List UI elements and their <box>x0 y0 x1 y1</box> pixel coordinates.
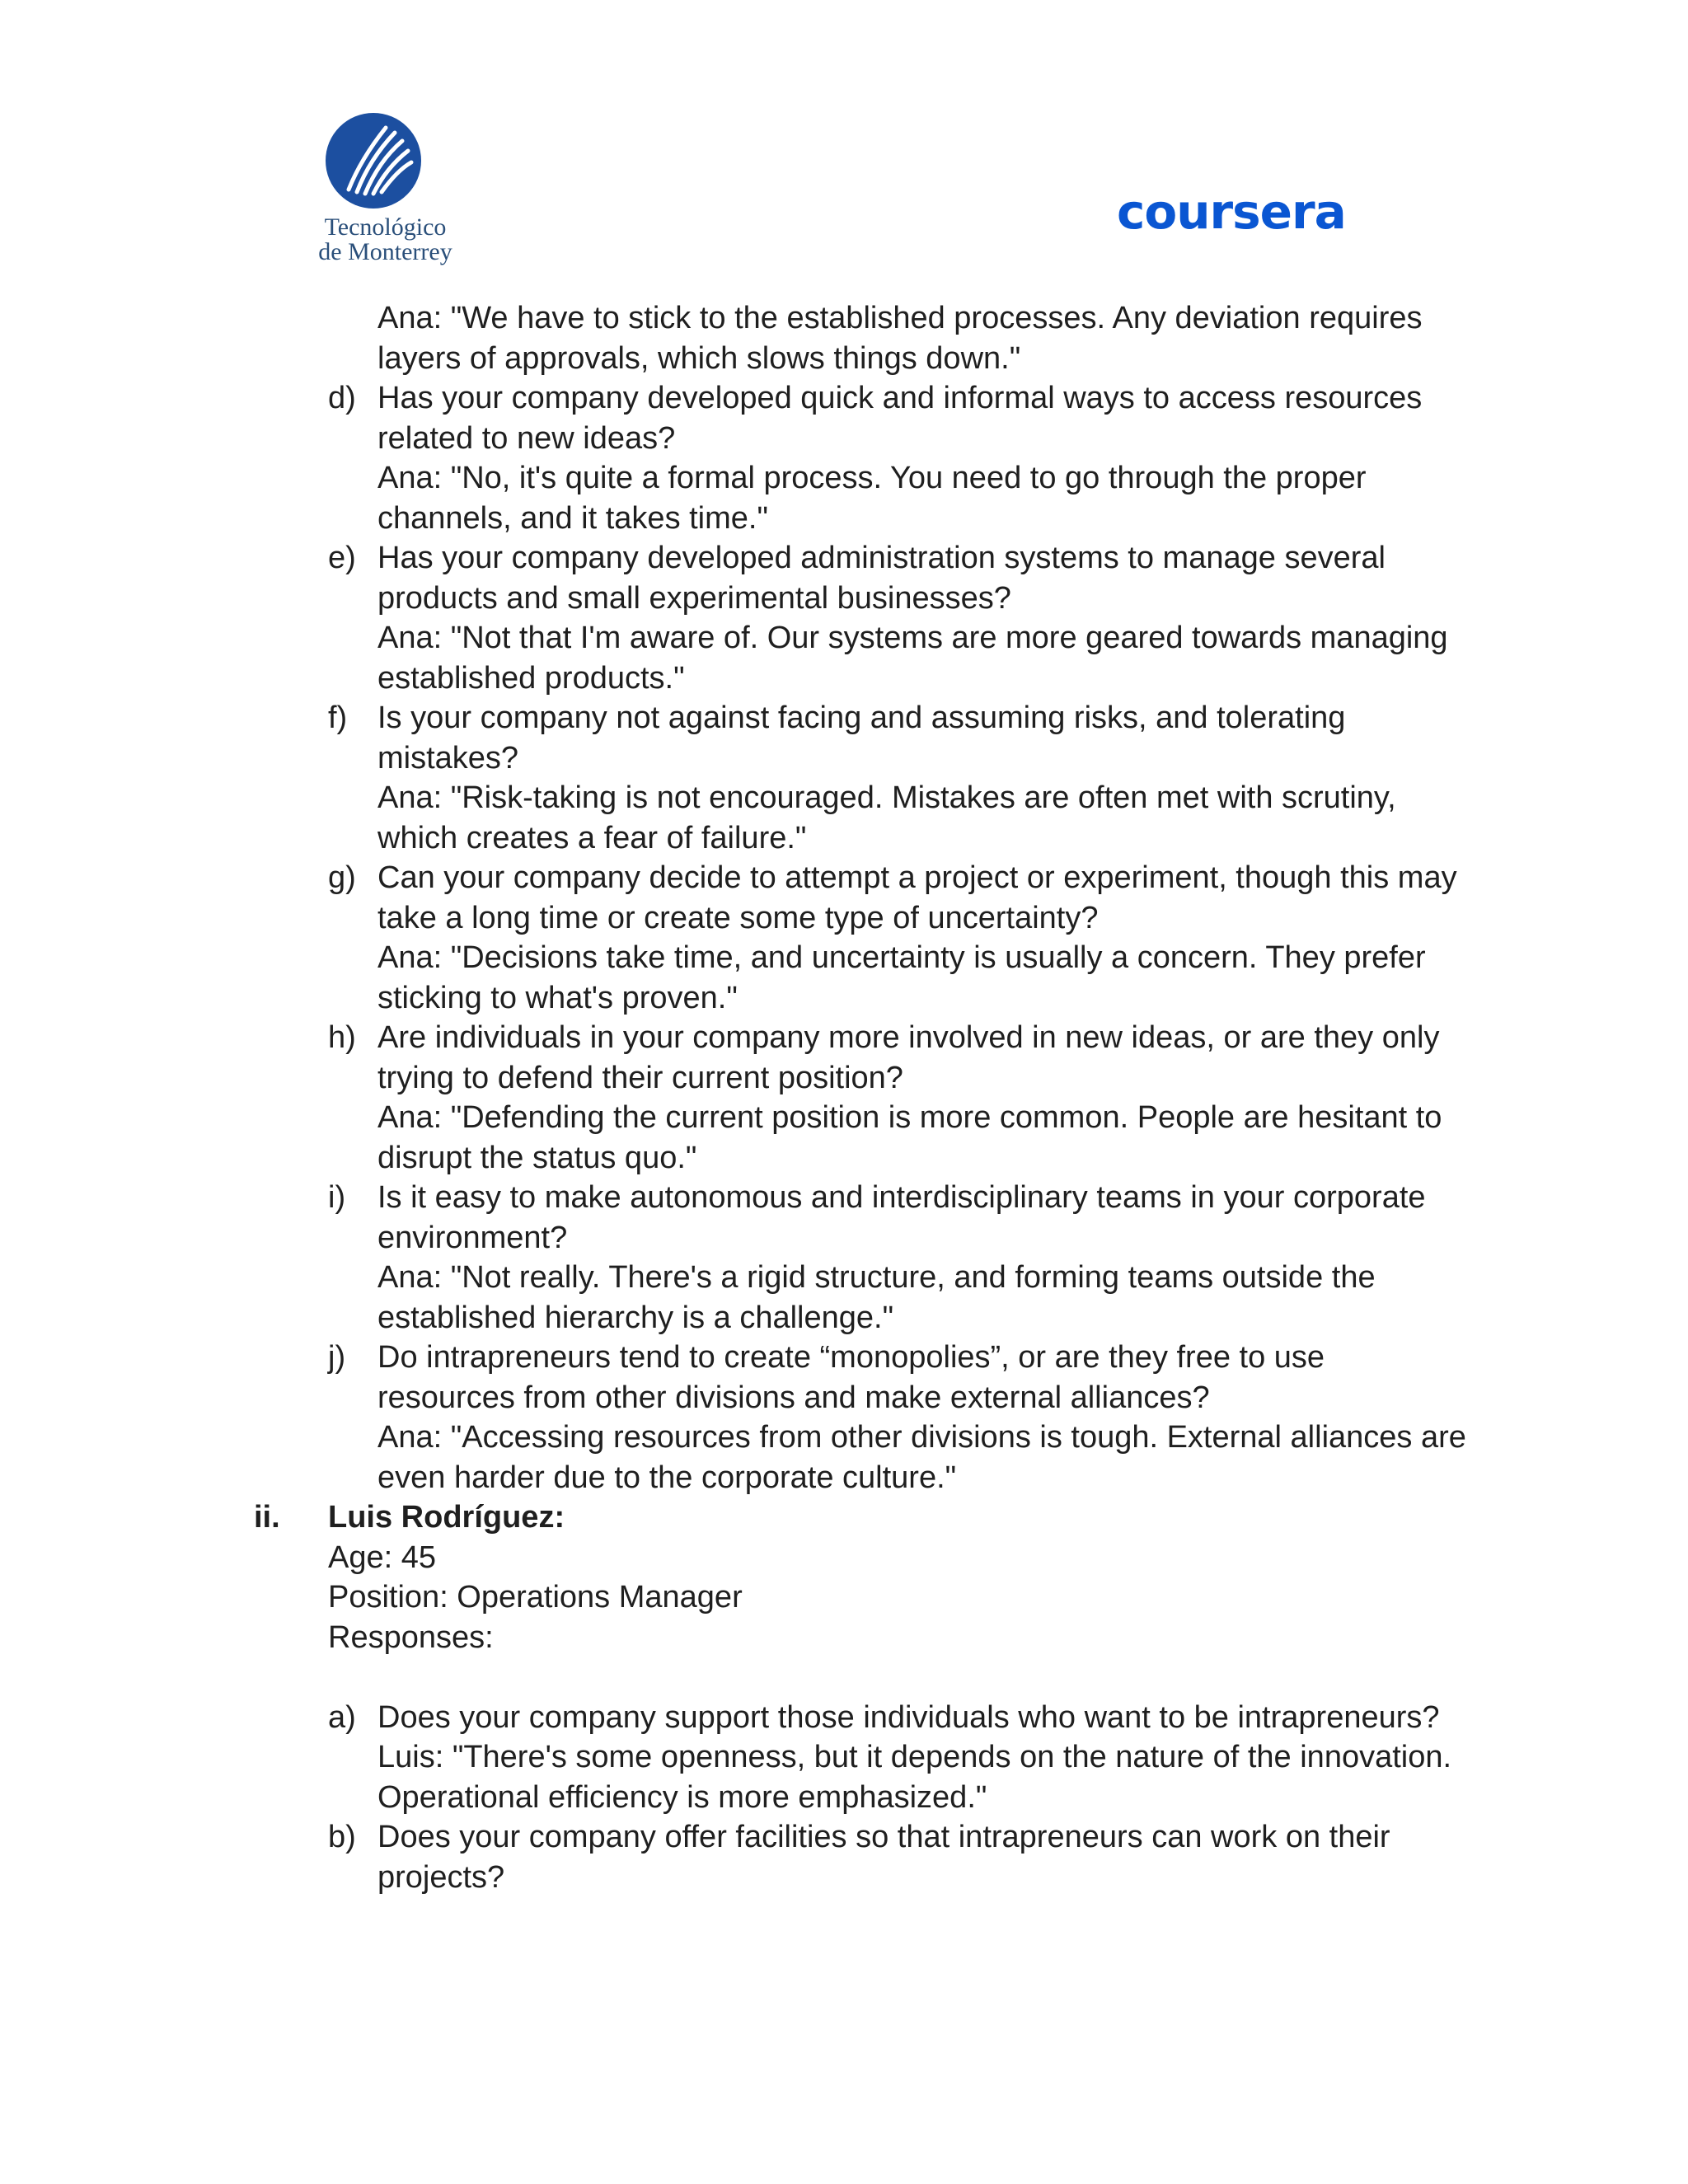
list-marker: b) <box>328 1820 356 1854</box>
question-line <box>0 458 1688 499</box>
line-text: projects? <box>377 1859 505 1895</box>
question-line <box>0 898 1688 939</box>
question-line <box>0 1098 1688 1138</box>
question-line <box>0 978 1688 1019</box>
list-marker: e) <box>328 541 356 575</box>
line-text: resources from other divisions and make external alliances? <box>377 1380 1210 1415</box>
question-line <box>0 618 1688 658</box>
list-marker: d) <box>328 381 356 415</box>
question-line <box>0 818 1688 859</box>
line-text: established products." <box>377 660 685 696</box>
line-text: sticking to what's proven." <box>377 980 738 1015</box>
blank-line <box>0 1657 1688 1698</box>
question-line <box>0 778 1688 818</box>
line-text: Is it easy to make autonomous and interdisciplinary teams in your corporate <box>377 1180 1426 1215</box>
line-text: which creates a fear of failure." <box>377 820 807 855</box>
line-text: Has your company developed administration systems to manage several <box>377 541 1386 575</box>
list-marker: g) <box>328 860 356 895</box>
line-text: Is your company not against facing and assuming risks, and tolerating <box>377 701 1346 735</box>
line-text: Ana: "Accessing resources from other divisions is tough. External alliances are <box>377 1420 1466 1455</box>
line-text: Age: 45 <box>328 1540 436 1575</box>
roman-numeral: ii. <box>254 1500 280 1535</box>
question-line <box>0 1218 1688 1258</box>
line-text: Ana: "Risk-taking is not encouraged. Mistakes are often met with scrutiny, <box>377 780 1396 815</box>
line-text: Ana: "No, it's quite a formal process. You need to go through the proper <box>377 461 1367 495</box>
question-line <box>0 1778 1688 1818</box>
respondent-age <box>0 1538 1688 1578</box>
question-line <box>0 1458 1688 1498</box>
tec-logo-line2: de Monterrey <box>318 238 452 265</box>
line-text: related to new ideas? <box>377 420 676 456</box>
question-line <box>0 499 1688 539</box>
line-text: Operational efficiency is more emphasized." <box>377 1779 987 1815</box>
list-item <box>0 1817 1688 1897</box>
list-marker: h) <box>328 1020 356 1055</box>
line-text: Luis Rodríguez: <box>328 1500 565 1535</box>
list-marker: i) <box>328 1180 346 1215</box>
question-line <box>0 1338 1688 1378</box>
responses-label <box>0 1618 1688 1658</box>
line-text: Ana: "Decisions take time, and uncertainty is usually a concern. They prefer <box>377 940 1426 975</box>
line-text: disrupt the status quo." <box>377 1140 697 1175</box>
line-text: layers of approvals, which slows things down." <box>377 340 1021 376</box>
question-line <box>0 1298 1688 1338</box>
question-line <box>0 579 1688 619</box>
question-line <box>0 378 1688 419</box>
line-text: channels, and it takes time." <box>377 500 768 536</box>
question-line <box>0 1737 1688 1778</box>
line-text: Ana: "Not really. There's a rigid structure, and forming teams outside the <box>377 1260 1376 1295</box>
line-text: Has your company developed quick and informal ways to access resources <box>377 381 1423 415</box>
line-text: Does your company support those individuals who want to be intrapreneurs? <box>377 1699 1440 1735</box>
line-text: Position: Operations Manager <box>328 1580 743 1615</box>
question-line <box>0 1817 1688 1858</box>
question-line <box>0 1258 1688 1298</box>
list-marker: a) <box>328 1699 356 1735</box>
continuation-line <box>0 298 1688 339</box>
list-item <box>0 858 1688 1018</box>
tec-logo-line1: Tecnológico <box>324 213 447 241</box>
line-text: even harder due to the corporate culture." <box>377 1460 957 1495</box>
list-marker: f) <box>328 701 348 735</box>
line-text: Luis: "There's some openness, but it depends on the nature of the innovation. <box>377 1740 1452 1774</box>
question-line <box>0 738 1688 779</box>
list-item <box>0 378 1688 538</box>
list-marker: j) <box>328 1340 346 1375</box>
line-text: Responses: <box>328 1619 494 1655</box>
question-line <box>0 1178 1688 1218</box>
question-line <box>0 698 1688 738</box>
line-text: Do intrapreneurs tend to create “monopolies”, or are they free to use <box>377 1340 1325 1375</box>
question-line <box>0 658 1688 699</box>
question-line <box>0 938 1688 978</box>
question-line <box>0 858 1688 898</box>
list-item <box>0 1338 1688 1497</box>
line-text: trying to defend their current position? <box>377 1060 903 1095</box>
question-line <box>0 538 1688 579</box>
respondent-section <box>0 1497 1688 1897</box>
document-body <box>0 298 1688 1897</box>
tec-logo-text <box>297 215 474 265</box>
tec-de-monterrey-logo <box>297 111 478 265</box>
list-item <box>0 1018 1688 1178</box>
tec-emblem-icon <box>324 111 423 210</box>
line-text: environment? <box>377 1220 568 1255</box>
list-item <box>0 538 1688 698</box>
question-line <box>0 1858 1688 1898</box>
coursera-logo: coursera <box>1117 184 1346 240</box>
respondent-heading <box>0 1497 1688 1538</box>
line-text: Can your company decide to attempt a project or experiment, though this may <box>377 860 1457 895</box>
question-line <box>0 1058 1688 1099</box>
line-text: products and small experimental businesses? <box>377 580 1011 616</box>
continuation-line <box>0 339 1688 379</box>
line-text: Ana: "Defending the current position is more common. People are hesitant to <box>377 1100 1442 1135</box>
line-text: established hierarchy is a challenge." <box>377 1300 894 1335</box>
question-line <box>0 1418 1688 1458</box>
respondent-position <box>0 1577 1688 1618</box>
line-text: Are individuals in your company more involved in new ideas, or are they only <box>377 1020 1440 1055</box>
question-line <box>0 1378 1688 1418</box>
question-line <box>0 1698 1688 1738</box>
question-line <box>0 419 1688 459</box>
line-text: Ana: "We have to stick to the established processes. Any deviation requires <box>377 301 1423 335</box>
question-line <box>0 1018 1688 1058</box>
line-text: mistakes? <box>377 740 519 776</box>
list-item <box>0 698 1688 858</box>
page-header <box>0 0 1688 297</box>
list-item <box>0 1178 1688 1338</box>
line-text: Ana: "Not that I'm aware of. Our systems are more geared towards managing <box>377 621 1448 655</box>
question-line <box>0 1138 1688 1179</box>
line-text: take a long time or create some type of uncertainty? <box>377 900 1099 935</box>
line-text: Does your company offer facilities so that intrapreneurs can work on their <box>377 1820 1390 1854</box>
list-item <box>0 1698 1688 1818</box>
